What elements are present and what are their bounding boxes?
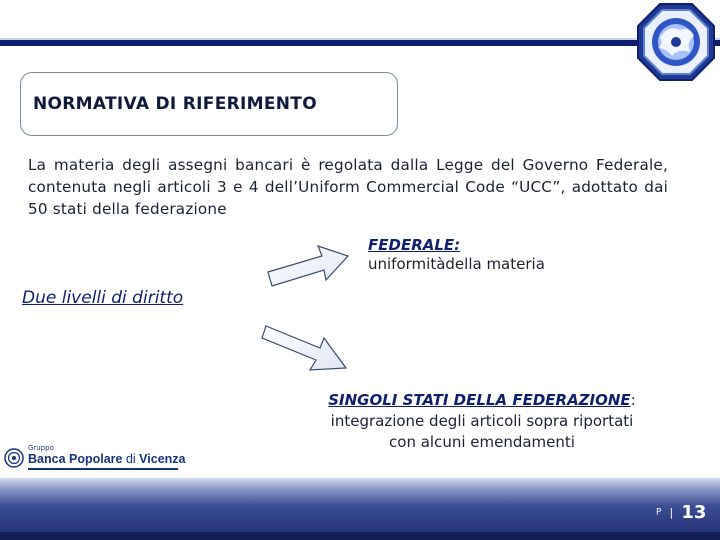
arrow-to-federal-icon bbox=[262, 236, 352, 302]
bank-name bbox=[28, 452, 186, 466]
states-line-2: con alcuni emendamenti bbox=[389, 433, 575, 451]
octagon-emblem-icon bbox=[636, 2, 716, 82]
federal-heading: FEDERALE: bbox=[368, 236, 461, 254]
federal-block bbox=[368, 236, 568, 274]
bank-name-part-2: di bbox=[122, 452, 140, 466]
states-line-1: integrazione degli articoli sopra riportati bbox=[330, 412, 634, 430]
states-heading-suffix: : bbox=[630, 391, 636, 409]
footer-bottom-strip bbox=[0, 532, 720, 540]
bank-underline bbox=[28, 468, 178, 470]
intro-paragraph: La materia degli assegni bancari è regolata dalla Legge del Governo Federale, contenuta negli articoli 3 e 4 dell’Uniform Commercial Code “UCC”, adottato dai 50 stati della federazione bbox=[28, 156, 668, 218]
page-indicator bbox=[656, 502, 706, 523]
levels-label: Due livelli di diritto bbox=[22, 288, 184, 308]
page-prefix: P bbox=[656, 507, 662, 518]
bank-group-label: Gruppo bbox=[28, 444, 54, 452]
arrow-to-states-icon bbox=[258, 316, 350, 376]
states-heading: SINGOLI STATI DELLA FEDERAZIONE bbox=[328, 391, 631, 409]
page-separator: | bbox=[669, 506, 674, 519]
page-number: 13 bbox=[681, 502, 707, 523]
states-block bbox=[272, 390, 692, 453]
federal-text: uniformitàdella materia bbox=[368, 255, 545, 273]
footer-bar bbox=[0, 478, 720, 540]
header-bar bbox=[0, 40, 720, 46]
bpv-seal-icon bbox=[4, 448, 24, 468]
bank-name-part-1: Banca Popolare bbox=[28, 452, 123, 466]
bank-logo bbox=[4, 444, 184, 472]
bank-name-part-3: Vicenza bbox=[139, 452, 186, 466]
title-box bbox=[20, 72, 398, 136]
slide-title: NORMATIVA DI RIFERIMENTO bbox=[33, 94, 317, 114]
